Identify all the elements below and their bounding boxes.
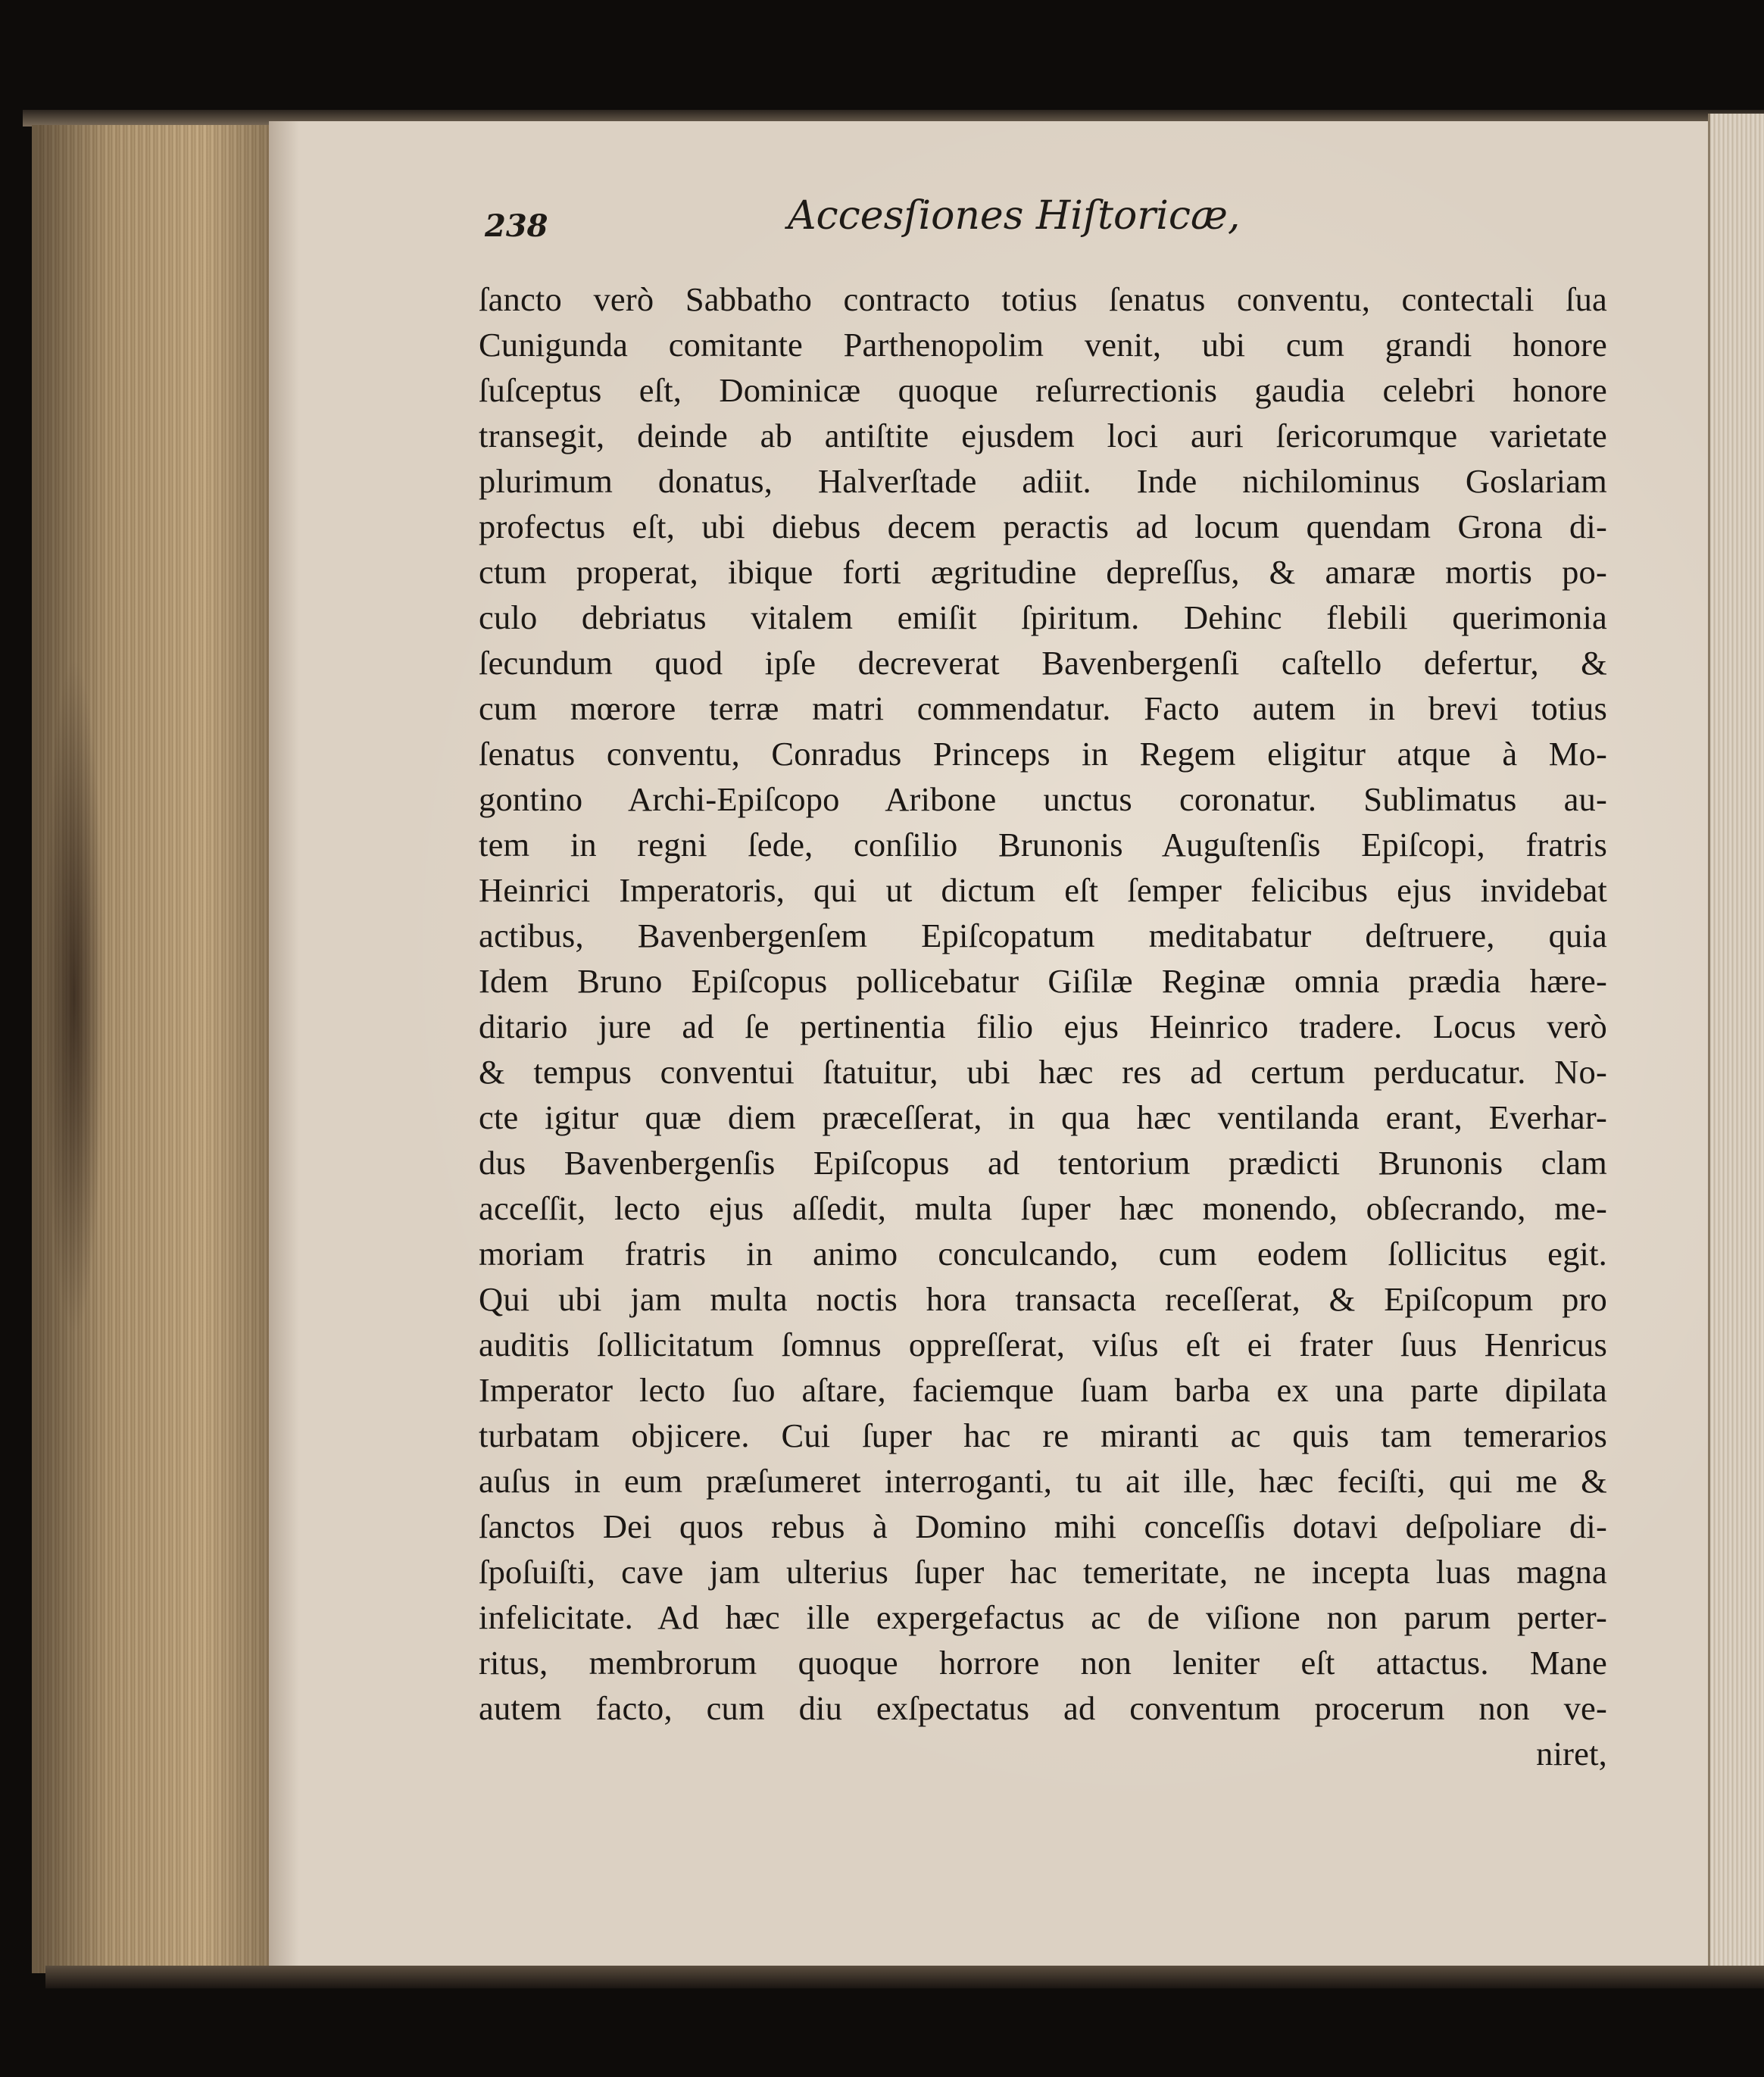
text-line: ſpoſuiſti, cave jam ulterius ſuper hac temeritate, ne incepta luas magna <box>479 1553 1607 1591</box>
text-line: transegit, deinde ab antiſtite ejusdem loci auri ſericorumque varietate <box>479 417 1607 454</box>
text-line: plurimum donatus, Halverſtade adiit. Inde nichilominus Goslariam <box>479 462 1607 500</box>
text-line: Idem Bruno Epiſcopus pollicebatur Giſilæ Reginæ omnia prædia hære- <box>479 962 1607 1000</box>
text-line: ſancto verò Sabbatho contracto totius ſenatus conventu, contectali ſua <box>479 280 1607 318</box>
text-line: culo debriatus vitalem emiſit ſpiritum. Dehinc flebili querimonia <box>479 598 1607 636</box>
text-line: & tempus conventui ſtatuitur, ubi hæc res ad certum perducatur. No- <box>479 1053 1607 1091</box>
text-line: auſus in eum præſumeret interroganti, tu ait ille, hæc feciſti, qui me & <box>479 1462 1607 1500</box>
running-title: Accesſiones Hiſtoricæ, <box>788 193 1241 239</box>
text-line: gontino Archi-Epiſcopo Aribone unctus coronatur. Sublimatus au- <box>479 780 1607 818</box>
text-line: dus Bavenbergenſis Epiſcopus ad tentorium prædicti Brunonis clam <box>479 1144 1607 1182</box>
text-line: autem facto, cum diu exſpectatus ad conventum procerum non ve- <box>479 1689 1607 1727</box>
text-line: moriam fratris in animo conculcando, cum eodem ſollicitus egit. <box>479 1235 1607 1273</box>
text-line: turbatam objicere. Cui ſuper hac re miranti ac quis tam temerarios <box>479 1416 1607 1454</box>
catchword: niret, <box>1536 1735 1607 1772</box>
text-line: profectus eſt, ubi diebus decem peractis ad locum quendam Grona di- <box>479 508 1607 545</box>
text-line: tem in regni ſede, conſilio Brunonis Auguſtenſis Epiſcopi, fratris <box>479 826 1607 864</box>
text-line: ritus, membrorum quoque horrore non leniter eſt attactus. Mane <box>479 1644 1607 1682</box>
text-line: Qui ubi jam multa noctis hora transacta receſſerat, & Epiſcopum pro <box>479 1280 1607 1318</box>
text-line: ſecundum quod ipſe decreverat Bavenbergenſi caſtello defertur, & <box>479 644 1607 682</box>
text-line: ſenatus conventu, Conradus Princeps in Regem eligitur atque à Mo- <box>479 735 1607 773</box>
text-line: auditis ſollicitatum ſomnus oppreſſerat, viſus eſt ei frater ſuus Henricus <box>479 1326 1607 1363</box>
text-line: acceſſit, lecto ejus aſſedit, multa ſuper hæc monendo, obſecrando, me- <box>479 1189 1607 1227</box>
edge-stain <box>44 655 105 1337</box>
text-line: Imperator lecto ſuo aſtare, faciemque ſuam barba ex una parte dipilata <box>479 1371 1607 1409</box>
page-number: 238 <box>485 208 548 244</box>
facing-page-edge <box>1708 114 1764 1985</box>
page-bottom-shadow <box>45 1966 1764 1988</box>
page-header <box>485 193 1621 254</box>
text-line: cum mœrore terræ matri commendatur. Facto autem in brevi totius <box>479 689 1607 727</box>
text-line: ctum properat, ibique forti ægritudine depreſſus, & amaræ mortis po- <box>479 553 1607 591</box>
text-line: infelicitate. Ad hæc ille expergefactus ac de viſione non parum perter- <box>479 1598 1607 1636</box>
text-line: ſanctos Dei quos rebus à Domino mihi conceſſis dotavi deſpoliare di- <box>479 1507 1607 1545</box>
text-line: Cunigunda comitante Parthenopolim venit, ubi cum grandi honore <box>479 326 1607 364</box>
text-line: ſuſceptus eſt, Dominicæ quoque reſurrectionis gaudia celebri honore <box>479 371 1607 409</box>
book-fore-edge <box>32 125 279 1973</box>
body-text <box>479 276 1607 1776</box>
text-line: actibus, Bavenbergenſem Epiſcopatum meditabatur deſtruere, quia <box>479 917 1607 954</box>
text-line: Heinrici Imperatoris, qui ut dictum eſt ſemper felicibus ejus invidebat <box>479 871 1607 909</box>
text-line: cte igitur quæ diem præceſſerat, in qua hæc ventilanda erant, Everhar- <box>479 1098 1607 1136</box>
text-line: ditario jure ad ſe pertinentia filio ejus Heinrico tradere. Locus verò <box>479 1007 1607 1045</box>
